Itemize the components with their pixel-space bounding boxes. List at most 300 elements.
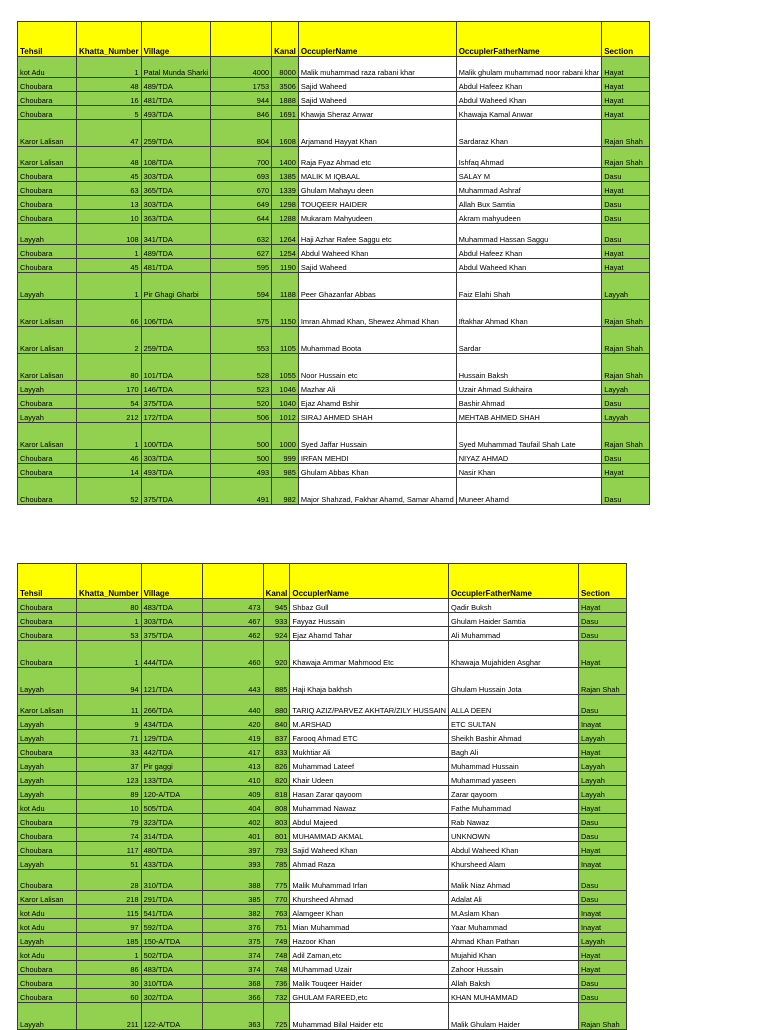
cell-occupier-father-name[interactable]: Nasir Khan <box>456 464 602 478</box>
cell-khatta-number[interactable]: 1 <box>77 57 142 78</box>
cell-section[interactable]: Hayat <box>578 744 626 758</box>
cell-kanal[interactable]: 1012 <box>272 409 299 423</box>
cell-village[interactable]: 133/TDA <box>141 772 202 786</box>
cell-kanal[interactable]: 1608 <box>272 120 299 147</box>
header-village[interactable]: Village <box>141 22 211 57</box>
cell-occupier-father-name[interactable]: Ahmad Khan Pathan <box>448 933 578 947</box>
cell-occupier-name[interactable]: IRFAN MEHDI <box>298 450 456 464</box>
cell-occupier-name[interactable]: Muhammad Nawaz <box>290 800 449 814</box>
cell-occupier-name[interactable]: MUhammad Uzair <box>290 961 449 975</box>
cell-area[interactable]: 553 <box>211 327 272 354</box>
cell-kanal[interactable]: 801 <box>263 828 290 842</box>
cell-kanal[interactable]: 924 <box>263 627 290 641</box>
cell-tehsil[interactable]: Layyah <box>18 856 77 870</box>
cell-tehsil[interactable]: Layyah <box>18 730 77 744</box>
cell-khatta-number[interactable]: 80 <box>77 599 142 613</box>
cell-village[interactable]: 100/TDA <box>141 423 211 450</box>
cell-occupier-father-name[interactable]: Muhammad yaseen <box>448 772 578 786</box>
cell-section[interactable]: Rajan Shah <box>602 354 650 381</box>
cell-area[interactable]: 385 <box>202 891 263 905</box>
cell-tehsil[interactable]: Choubara <box>18 599 77 613</box>
cell-kanal[interactable]: 793 <box>263 842 290 856</box>
cell-occupier-father-name[interactable]: Syed Muhammad Taufail Shah Late <box>456 423 602 450</box>
cell-tehsil[interactable]: Layyah <box>18 786 77 800</box>
cell-khatta-number[interactable]: 47 <box>77 120 142 147</box>
cell-occupier-father-name[interactable]: Allah Bux Samtia <box>456 196 602 210</box>
cell-kanal[interactable]: 1150 <box>272 300 299 327</box>
cell-village[interactable]: 310/TDA <box>141 870 202 891</box>
cell-khatta-number[interactable]: 1 <box>77 947 142 961</box>
cell-area[interactable]: 413 <box>202 758 263 772</box>
cell-section[interactable]: Hayat <box>578 961 626 975</box>
cell-occupier-father-name[interactable]: Akram mahyudeen <box>456 210 602 224</box>
header-occupier-name[interactable]: OccuplerName <box>298 22 456 57</box>
cell-section[interactable]: Dasu <box>578 989 626 1003</box>
cell-khatta-number[interactable]: 48 <box>77 78 142 92</box>
cell-occupier-name[interactable]: Imran Ahmad Khan, Shewez Ahmad Khan <box>298 300 456 327</box>
cell-occupier-name[interactable]: Malik Touqeer Haider <box>290 975 449 989</box>
cell-area[interactable]: 388 <box>202 870 263 891</box>
cell-area[interactable]: 4000 <box>211 57 272 78</box>
cell-section[interactable]: Hayat <box>602 78 650 92</box>
cell-occupier-father-name[interactable]: Khawaja Kamal Anwar <box>456 106 602 120</box>
cell-occupier-father-name[interactable]: Abdul Waheed Khan <box>456 92 602 106</box>
cell-occupier-name[interactable]: Khair Udeen <box>290 772 449 786</box>
cell-village[interactable]: 433/TDA <box>141 856 202 870</box>
cell-section[interactable]: Layyah <box>578 786 626 800</box>
cell-occupier-name[interactable]: Ahmad Raza <box>290 856 449 870</box>
cell-village[interactable]: 303/TDA <box>141 196 211 210</box>
cell-section[interactable]: Layyah <box>602 409 650 423</box>
cell-section[interactable]: Inayat <box>578 919 626 933</box>
cell-village[interactable]: 489/TDA <box>141 245 211 259</box>
cell-khatta-number[interactable]: 86 <box>77 961 142 975</box>
cell-area[interactable]: 520 <box>211 395 272 409</box>
cell-village[interactable]: 481/TDA <box>141 259 211 273</box>
cell-tehsil[interactable]: Karor Lalisan <box>18 354 77 381</box>
cell-area[interactable]: 493 <box>211 464 272 478</box>
cell-kanal[interactable]: 826 <box>263 758 290 772</box>
cell-section[interactable]: Hayat <box>578 947 626 961</box>
cell-section[interactable]: Hayat <box>578 641 626 668</box>
cell-occupier-father-name[interactable]: Yaar Muhammad <box>448 919 578 933</box>
cell-occupier-name[interactable]: Haji Khaja bakhsh <box>290 668 449 695</box>
cell-village[interactable]: 483/TDA <box>141 599 202 613</box>
cell-area[interactable]: 467 <box>202 613 263 627</box>
cell-occupier-name[interactable]: Mian Muhammad <box>290 919 449 933</box>
cell-village[interactable]: 502/TDA <box>141 947 202 961</box>
cell-kanal[interactable]: 1385 <box>272 168 299 182</box>
cell-occupier-father-name[interactable]: Sheikh Bashir Ahmad <box>448 730 578 744</box>
cell-village[interactable]: 172/TDA <box>141 409 211 423</box>
cell-occupier-father-name[interactable]: Zarar qayoom <box>448 786 578 800</box>
cell-section[interactable]: Rajan Shah <box>602 327 650 354</box>
cell-tehsil[interactable]: Choubara <box>18 210 77 224</box>
cell-area[interactable]: 374 <box>202 947 263 961</box>
cell-village[interactable]: 505/TDA <box>141 800 202 814</box>
cell-area[interactable]: 375 <box>202 933 263 947</box>
cell-section[interactable]: Rajan Shah <box>578 668 626 695</box>
cell-kanal[interactable]: 1190 <box>272 259 299 273</box>
cell-section[interactable]: Layyah <box>578 772 626 786</box>
cell-area[interactable]: 473 <box>202 599 263 613</box>
cell-section[interactable]: Hayat <box>602 245 650 259</box>
cell-section[interactable]: Inayat <box>578 905 626 919</box>
cell-section[interactable]: Dasu <box>578 975 626 989</box>
header-tehsil[interactable]: Tehsil <box>18 22 77 57</box>
cell-village[interactable]: 302/TDA <box>141 989 202 1003</box>
cell-occupier-name[interactable]: Mukaram Mahyudeen <box>298 210 456 224</box>
cell-tehsil[interactable]: kot Adu <box>18 57 77 78</box>
cell-kanal[interactable]: 840 <box>263 716 290 730</box>
cell-kanal[interactable]: 1691 <box>272 106 299 120</box>
cell-area[interactable]: 1753 <box>211 78 272 92</box>
cell-tehsil[interactable]: Choubara <box>18 828 77 842</box>
cell-tehsil[interactable]: Choubara <box>18 245 77 259</box>
cell-village[interactable]: 259/TDA <box>141 327 211 354</box>
cell-tehsil[interactable]: Layyah <box>18 381 77 395</box>
cell-kanal[interactable]: 920 <box>263 641 290 668</box>
cell-area[interactable]: 804 <box>211 120 272 147</box>
cell-kanal[interactable]: 748 <box>263 961 290 975</box>
cell-village[interactable]: 108/TDA <box>141 147 211 168</box>
cell-kanal[interactable]: 803 <box>263 814 290 828</box>
cell-village[interactable]: 129/TDA <box>141 730 202 744</box>
cell-tehsil[interactable]: Karor Lalisan <box>18 695 77 716</box>
cell-khatta-number[interactable]: 52 <box>77 478 142 505</box>
cell-khatta-number[interactable]: 115 <box>77 905 142 919</box>
cell-occupier-father-name[interactable]: Allah Baksh <box>448 975 578 989</box>
cell-village[interactable]: 444/TDA <box>141 641 202 668</box>
cell-kanal[interactable]: 820 <box>263 772 290 786</box>
cell-village[interactable]: 442/TDA <box>141 744 202 758</box>
cell-khatta-number[interactable]: 108 <box>77 224 142 245</box>
cell-section[interactable]: Inayat <box>578 716 626 730</box>
cell-khatta-number[interactable]: 170 <box>77 381 142 395</box>
cell-kanal[interactable]: 818 <box>263 786 290 800</box>
cell-occupier-name[interactable]: Abdul Majeed <box>290 814 449 828</box>
cell-area[interactable]: 595 <box>211 259 272 273</box>
cell-kanal[interactable]: 1000 <box>272 423 299 450</box>
cell-occupier-name[interactable]: MUHAMMAD AKMAL <box>290 828 449 842</box>
cell-khatta-number[interactable]: 46 <box>77 450 142 464</box>
cell-section[interactable]: Hayat <box>602 259 650 273</box>
cell-tehsil[interactable]: Choubara <box>18 870 77 891</box>
cell-occupier-name[interactable]: GHULAM FAREED,etc <box>290 989 449 1003</box>
cell-occupier-name[interactable]: Muhammad Boota <box>298 327 456 354</box>
cell-occupier-father-name[interactable]: Sardaraz Khan <box>456 120 602 147</box>
cell-section[interactable]: Dasu <box>602 210 650 224</box>
header-occupier-name[interactable]: OccuplerName <box>290 564 449 599</box>
header-khatta-number[interactable]: Khatta_Number <box>77 22 142 57</box>
cell-occupier-father-name[interactable]: Faiz Elahi Shah <box>456 273 602 300</box>
cell-section[interactable]: Dasu <box>602 196 650 210</box>
cell-village[interactable]: 146/TDA <box>141 381 211 395</box>
cell-section[interactable]: Dasu <box>578 870 626 891</box>
cell-village[interactable]: 266/TDA <box>141 695 202 716</box>
cell-khatta-number[interactable]: 54 <box>77 395 142 409</box>
cell-khatta-number[interactable]: 10 <box>77 210 142 224</box>
cell-tehsil[interactable]: Choubara <box>18 627 77 641</box>
cell-area[interactable]: 419 <box>202 730 263 744</box>
cell-area[interactable]: 401 <box>202 828 263 842</box>
cell-occupier-father-name[interactable]: Qadir Buksh <box>448 599 578 613</box>
cell-occupier-name[interactable]: Sajid Waheed <box>298 259 456 273</box>
cell-area[interactable]: 440 <box>202 695 263 716</box>
cell-area[interactable]: 632 <box>211 224 272 245</box>
cell-occupier-father-name[interactable]: Bagh Ali <box>448 744 578 758</box>
cell-tehsil[interactable]: Layyah <box>18 772 77 786</box>
cell-kanal[interactable]: 880 <box>263 695 290 716</box>
cell-occupier-name[interactable]: MALIK M IQBAAL <box>298 168 456 182</box>
cell-khatta-number[interactable]: 117 <box>77 842 142 856</box>
cell-kanal[interactable]: 985 <box>272 464 299 478</box>
cell-area[interactable]: 410 <box>202 772 263 786</box>
cell-occupier-name[interactable]: Ejaz Ahamd Bshir <box>298 395 456 409</box>
cell-occupier-father-name[interactable]: Abdul Waheed Khan <box>456 259 602 273</box>
cell-kanal[interactable]: 1040 <box>272 395 299 409</box>
cell-area[interactable]: 402 <box>202 814 263 828</box>
cell-occupier-father-name[interactable]: Khursheed Alam <box>448 856 578 870</box>
cell-kanal[interactable]: 1400 <box>272 147 299 168</box>
cell-tehsil[interactable]: Choubara <box>18 464 77 478</box>
cell-section[interactable]: Hayat <box>578 842 626 856</box>
cell-khatta-number[interactable]: 13 <box>77 196 142 210</box>
cell-kanal[interactable]: 8000 <box>272 57 299 78</box>
cell-section[interactable]: Layyah <box>578 758 626 772</box>
cell-area[interactable]: 944 <box>211 92 272 106</box>
cell-section[interactable]: Dasu <box>578 695 626 716</box>
cell-area[interactable]: 368 <box>202 975 263 989</box>
cell-occupier-name[interactable]: Muhammad Bilal Haider etc <box>290 1003 449 1030</box>
cell-khatta-number[interactable]: 74 <box>77 828 142 842</box>
cell-village[interactable]: 150-A/TDA <box>141 933 202 947</box>
cell-kanal[interactable]: 885 <box>263 668 290 695</box>
cell-occupier-father-name[interactable]: NIYAZ AHMAD <box>456 450 602 464</box>
cell-kanal[interactable]: 749 <box>263 933 290 947</box>
cell-occupier-name[interactable]: Khursheed Ahmad <box>290 891 449 905</box>
cell-occupier-name[interactable]: Arjamand Hayyat Khan <box>298 120 456 147</box>
cell-area[interactable]: 366 <box>202 989 263 1003</box>
cell-occupier-name[interactable]: Syed Jaffar Hussain <box>298 423 456 450</box>
cell-occupier-name[interactable]: Muhammad Lateef <box>290 758 449 772</box>
cell-village[interactable]: 592/TDA <box>141 919 202 933</box>
cell-area[interactable]: 393 <box>202 856 263 870</box>
cell-khatta-number[interactable]: 97 <box>77 919 142 933</box>
cell-occupier-father-name[interactable]: Adalat Ali <box>448 891 578 905</box>
cell-khatta-number[interactable]: 33 <box>77 744 142 758</box>
cell-kanal[interactable]: 808 <box>263 800 290 814</box>
cell-village[interactable]: Pir Ghagi Gharbi <box>141 273 211 300</box>
cell-occupier-father-name[interactable]: Abdul Hafeez Khan <box>456 78 602 92</box>
cell-area[interactable]: 500 <box>211 423 272 450</box>
cell-occupier-father-name[interactable]: ETC SULTAN <box>448 716 578 730</box>
cell-occupier-father-name[interactable]: UNKNOWN <box>448 828 578 842</box>
cell-khatta-number[interactable]: 1 <box>77 641 142 668</box>
cell-khatta-number[interactable]: 5 <box>77 106 142 120</box>
cell-tehsil[interactable]: Choubara <box>18 975 77 989</box>
cell-section[interactable]: Dasu <box>578 814 626 828</box>
cell-area[interactable]: 644 <box>211 210 272 224</box>
header-area[interactable] <box>202 564 263 599</box>
cell-khatta-number[interactable]: 10 <box>77 800 142 814</box>
cell-occupier-father-name[interactable]: Sardar <box>456 327 602 354</box>
cell-kanal[interactable]: 1055 <box>272 354 299 381</box>
cell-occupier-name[interactable]: SIRAJ AHMED SHAH <box>298 409 456 423</box>
cell-occupier-father-name[interactable]: Ghulam Hussain Jota <box>448 668 578 695</box>
cell-occupier-name[interactable]: Noor Hussain etc <box>298 354 456 381</box>
cell-area[interactable]: 500 <box>211 450 272 464</box>
cell-kanal[interactable]: 945 <box>263 599 290 613</box>
cell-area[interactable]: 382 <box>202 905 263 919</box>
cell-occupier-name[interactable]: Major Shahzad, Fakhar Ahamd, Samar Ahamd <box>298 478 456 505</box>
cell-occupier-name[interactable]: Raja Fyaz Ahmad etc <box>298 147 456 168</box>
cell-occupier-father-name[interactable]: Abdul Hafeez Khan <box>456 245 602 259</box>
cell-area[interactable]: 462 <box>202 627 263 641</box>
cell-section[interactable]: Dasu <box>578 891 626 905</box>
cell-village[interactable]: 375/TDA <box>141 395 211 409</box>
cell-occupier-name[interactable]: Shbaz Gull <box>290 599 449 613</box>
cell-occupier-father-name[interactable]: Muhammad Hassan Saggu <box>456 224 602 245</box>
cell-tehsil[interactable]: Choubara <box>18 259 77 273</box>
cell-khatta-number[interactable]: 66 <box>77 300 142 327</box>
cell-tehsil[interactable]: Choubara <box>18 395 77 409</box>
cell-tehsil[interactable]: Layyah <box>18 273 77 300</box>
cell-occupier-name[interactable]: Sajid Waheed <box>298 78 456 92</box>
cell-occupier-father-name[interactable]: Fathe Muhammad <box>448 800 578 814</box>
cell-kanal[interactable]: 1046 <box>272 381 299 395</box>
cell-kanal[interactable]: 1298 <box>272 196 299 210</box>
cell-occupier-name[interactable]: TOUQEER HAIDER <box>298 196 456 210</box>
cell-section[interactable]: Layyah <box>578 933 626 947</box>
cell-area[interactable]: 420 <box>202 716 263 730</box>
cell-section[interactable]: Hayat <box>602 182 650 196</box>
cell-occupier-father-name[interactable]: Uzair Ahmad Sukhaira <box>456 381 602 395</box>
cell-occupier-name[interactable]: Adil Zaman,etc <box>290 947 449 961</box>
cell-tehsil[interactable]: kot Adu <box>18 947 77 961</box>
cell-khatta-number[interactable]: 51 <box>77 856 142 870</box>
cell-occupier-father-name[interactable]: Malik Niaz Ahmad <box>448 870 578 891</box>
cell-occupier-name[interactable]: Peer Ghazanfar Abbas <box>298 273 456 300</box>
cell-khatta-number[interactable]: 218 <box>77 891 142 905</box>
cell-khatta-number[interactable]: 14 <box>77 464 142 478</box>
cell-khatta-number[interactable]: 1 <box>77 613 142 627</box>
cell-area[interactable]: 575 <box>211 300 272 327</box>
cell-tehsil[interactable]: Choubara <box>18 196 77 210</box>
cell-khatta-number[interactable]: 30 <box>77 975 142 989</box>
cell-khatta-number[interactable]: 94 <box>77 668 142 695</box>
cell-village[interactable]: 121/TDA <box>141 668 202 695</box>
header-occupier-father-name[interactable]: OccuplerFatherName <box>456 22 602 57</box>
cell-area[interactable]: 374 <box>202 961 263 975</box>
cell-occupier-father-name[interactable]: Ali Muhammad <box>448 627 578 641</box>
cell-tehsil[interactable]: kot Adu <box>18 919 77 933</box>
cell-occupier-father-name[interactable]: Iftakhar Ahmad Khan <box>456 300 602 327</box>
cell-village[interactable]: 291/TDA <box>141 891 202 905</box>
cell-section[interactable]: Dasu <box>602 168 650 182</box>
cell-village[interactable]: 303/TDA <box>141 450 211 464</box>
cell-occupier-father-name[interactable]: Mujahid Khan <box>448 947 578 961</box>
cell-kanal[interactable]: 775 <box>263 870 290 891</box>
cell-area[interactable]: 417 <box>202 744 263 758</box>
cell-section[interactable]: Rajan Shah <box>602 120 650 147</box>
cell-occupier-name[interactable]: Hasan Zarar qayoom <box>290 786 449 800</box>
cell-occupier-father-name[interactable]: Ishfaq Ahmad <box>456 147 602 168</box>
cell-tehsil[interactable]: Choubara <box>18 842 77 856</box>
header-occupier-father-name[interactable]: OccuplerFatherName <box>448 564 578 599</box>
cell-tehsil[interactable]: Choubara <box>18 478 77 505</box>
cell-section[interactable]: Rajan Shah <box>602 300 650 327</box>
cell-village[interactable]: Pir gaggi <box>141 758 202 772</box>
cell-occupier-father-name[interactable]: Malik Ghulam Haider <box>448 1003 578 1030</box>
cell-village[interactable]: 120-A/TDA <box>141 786 202 800</box>
cell-section[interactable]: Hayat <box>602 464 650 478</box>
cell-khatta-number[interactable]: 37 <box>77 758 142 772</box>
cell-area[interactable]: 491 <box>211 478 272 505</box>
cell-area[interactable]: 460 <box>202 641 263 668</box>
cell-tehsil[interactable]: Choubara <box>18 182 77 196</box>
cell-tehsil[interactable]: Choubara <box>18 613 77 627</box>
cell-village[interactable]: 493/TDA <box>141 464 211 478</box>
header-kanal[interactable]: Kanal <box>272 22 299 57</box>
cell-section[interactable]: Dasu <box>602 450 650 464</box>
cell-village[interactable]: 434/TDA <box>141 716 202 730</box>
cell-tehsil[interactable]: Layyah <box>18 409 77 423</box>
cell-kanal[interactable]: 736 <box>263 975 290 989</box>
cell-village[interactable]: 122-A/TDA <box>141 1003 202 1030</box>
cell-area[interactable]: 409 <box>202 786 263 800</box>
header-khatta-number[interactable]: Khatta_Number <box>77 564 142 599</box>
cell-tehsil[interactable]: Layyah <box>18 716 77 730</box>
cell-village[interactable]: 483/TDA <box>141 961 202 975</box>
cell-section[interactable]: Dasu <box>578 627 626 641</box>
cell-tehsil[interactable]: kot Adu <box>18 800 77 814</box>
header-kanal[interactable]: Kanal <box>263 564 290 599</box>
cell-village[interactable]: 365/TDA <box>141 182 211 196</box>
cell-village[interactable]: 314/TDA <box>141 828 202 842</box>
cell-occupier-name[interactable]: Hazoor Khan <box>290 933 449 947</box>
cell-khatta-number[interactable]: 211 <box>77 1003 142 1030</box>
cell-tehsil[interactable]: Layyah <box>18 758 77 772</box>
cell-khatta-number[interactable]: 1 <box>77 273 142 300</box>
cell-kanal[interactable]: 1254 <box>272 245 299 259</box>
cell-area[interactable]: 594 <box>211 273 272 300</box>
cell-khatta-number[interactable]: 71 <box>77 730 142 744</box>
cell-khatta-number[interactable]: 60 <box>77 989 142 1003</box>
cell-khatta-number[interactable]: 16 <box>77 92 142 106</box>
cell-section[interactable]: Rajan Shah <box>578 1003 626 1030</box>
cell-area[interactable]: 700 <box>211 147 272 168</box>
cell-tehsil[interactable]: Choubara <box>18 989 77 1003</box>
cell-section[interactable]: Dasu <box>602 224 650 245</box>
cell-tehsil[interactable]: kot Adu <box>18 905 77 919</box>
cell-section[interactable]: Dasu <box>602 478 650 505</box>
cell-village[interactable]: 303/TDA <box>141 613 202 627</box>
cell-tehsil[interactable]: Layyah <box>18 668 77 695</box>
cell-occupier-name[interactable]: TARIQ AZIZ/PARVEZ AKHTAR/ZILY HUSSAIN <box>290 695 449 716</box>
cell-khatta-number[interactable]: 80 <box>77 354 142 381</box>
cell-kanal[interactable]: 837 <box>263 730 290 744</box>
cell-khatta-number[interactable]: 79 <box>77 814 142 828</box>
cell-occupier-father-name[interactable]: Muneer Ahamd <box>456 478 602 505</box>
cell-khatta-number[interactable]: 45 <box>77 259 142 273</box>
cell-khatta-number[interactable]: 185 <box>77 933 142 947</box>
cell-section[interactable]: Dasu <box>578 828 626 842</box>
cell-khatta-number[interactable]: 63 <box>77 182 142 196</box>
cell-section[interactable]: Hayat <box>578 599 626 613</box>
cell-section[interactable]: Rajan Shah <box>602 423 650 450</box>
cell-tehsil[interactable]: Karor Lalisan <box>18 327 77 354</box>
